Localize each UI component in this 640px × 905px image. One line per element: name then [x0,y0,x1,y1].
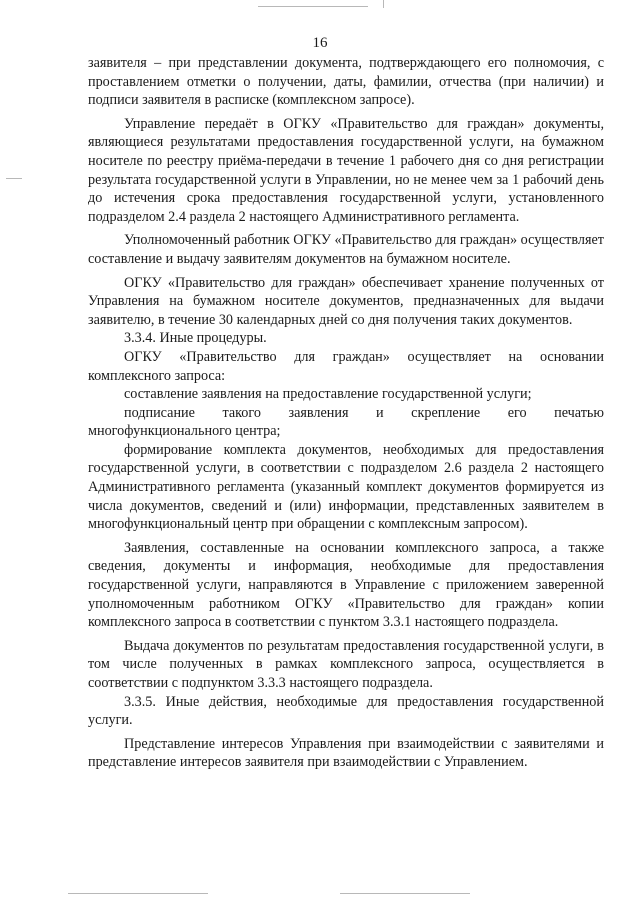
list-item: формирование комплекта документов, необходимых для предоставления государственной услуги, в соответствии с подразделом 2.6 раздела 2 настоящего Административного регламента (указанный комплект документов формируется из числа документов, сведений и (или) информации, представленных заявителем в многофункциональный центр при обращении с комплексным запросом). [88,441,604,533]
page-number: 16 [312,35,328,51]
list-item: подписание такого заявления и скрепление его печатью многофункционального центра; [88,404,604,440]
paragraph: ОГКУ «Правительство для граждан» обеспечивает хранение полученных от Управления на бумажном носителе документов, предназначенных для выдачи заявителю, в течение 30 календарных дней со дня получения таких документов. [88,274,604,328]
paragraph: Представление интересов Управления при взаимодействии с заявителями и представление интересов заявителя при взаимодействии с Управлением. [88,735,604,771]
scan-mark-top [258,6,368,7]
scan-mark-top-tick [383,0,384,8]
scan-mark-left [6,178,22,179]
paragraph: заявителя – при представлении документа, подтверждающего его полномочия, с проставлением отметки о получении, даты, фамилии, отчества (при наличии) и подписи заявителя в расписке (комплексном запросе). [88,55,604,109]
document-body [88,54,604,772]
scan-mark-bottom [68,893,208,894]
paragraph: Уполномоченный работник ОГКУ «Правительство для граждан» осуществляет составление и выдачу заявителям документов на бумажном носителе. [88,232,604,267]
scan-mark-bottom-right [340,893,470,894]
paragraph: Заявления, составленные на основании комплексного запроса, а также сведения, документы и информация, необходимые для предоставления государственной услуги, направляются в Управление с приложением заверенной уполномоченным работником ОГКУ «Правительство для граждан» копии комплексного запроса в соответствии с пунктом 3.3.1 настоящего подраздела. [88,539,604,631]
paragraph: Выдача документов по результатам предоставления государственной услуги, в том числе полученных в рамках комплексного запроса, осуществляется в соответствии с подпунктом 3.3.3 настоящего подраздела. [88,637,604,691]
paragraph: Управление передаёт в ОГКУ «Правительство для граждан» документы, являющиеся результатами предоставления государственной услуги, на бумажном носителе по реестру приёма-передачи в течение 1 рабочего дня со дня регистрации результата государственной услуги в Управлении, но не менее чем за 1 рабочий день до истечения срока предоставления государственной услуги, установленного подразделом 2.4 раздела 2 настоящего Административного регламента. [88,115,604,225]
paragraph: ОГКУ «Правительство для граждан» осуществляет на основании комплексного запроса: [88,348,604,384]
section-heading: 3.3.4. Иные процедуры. [124,330,267,347]
section-heading: 3.3.5. Иные действия, необходимые для предоставления государственной услуги. [88,693,604,729]
list-item: составление заявления на предоставление государственной услуги; [124,386,532,403]
